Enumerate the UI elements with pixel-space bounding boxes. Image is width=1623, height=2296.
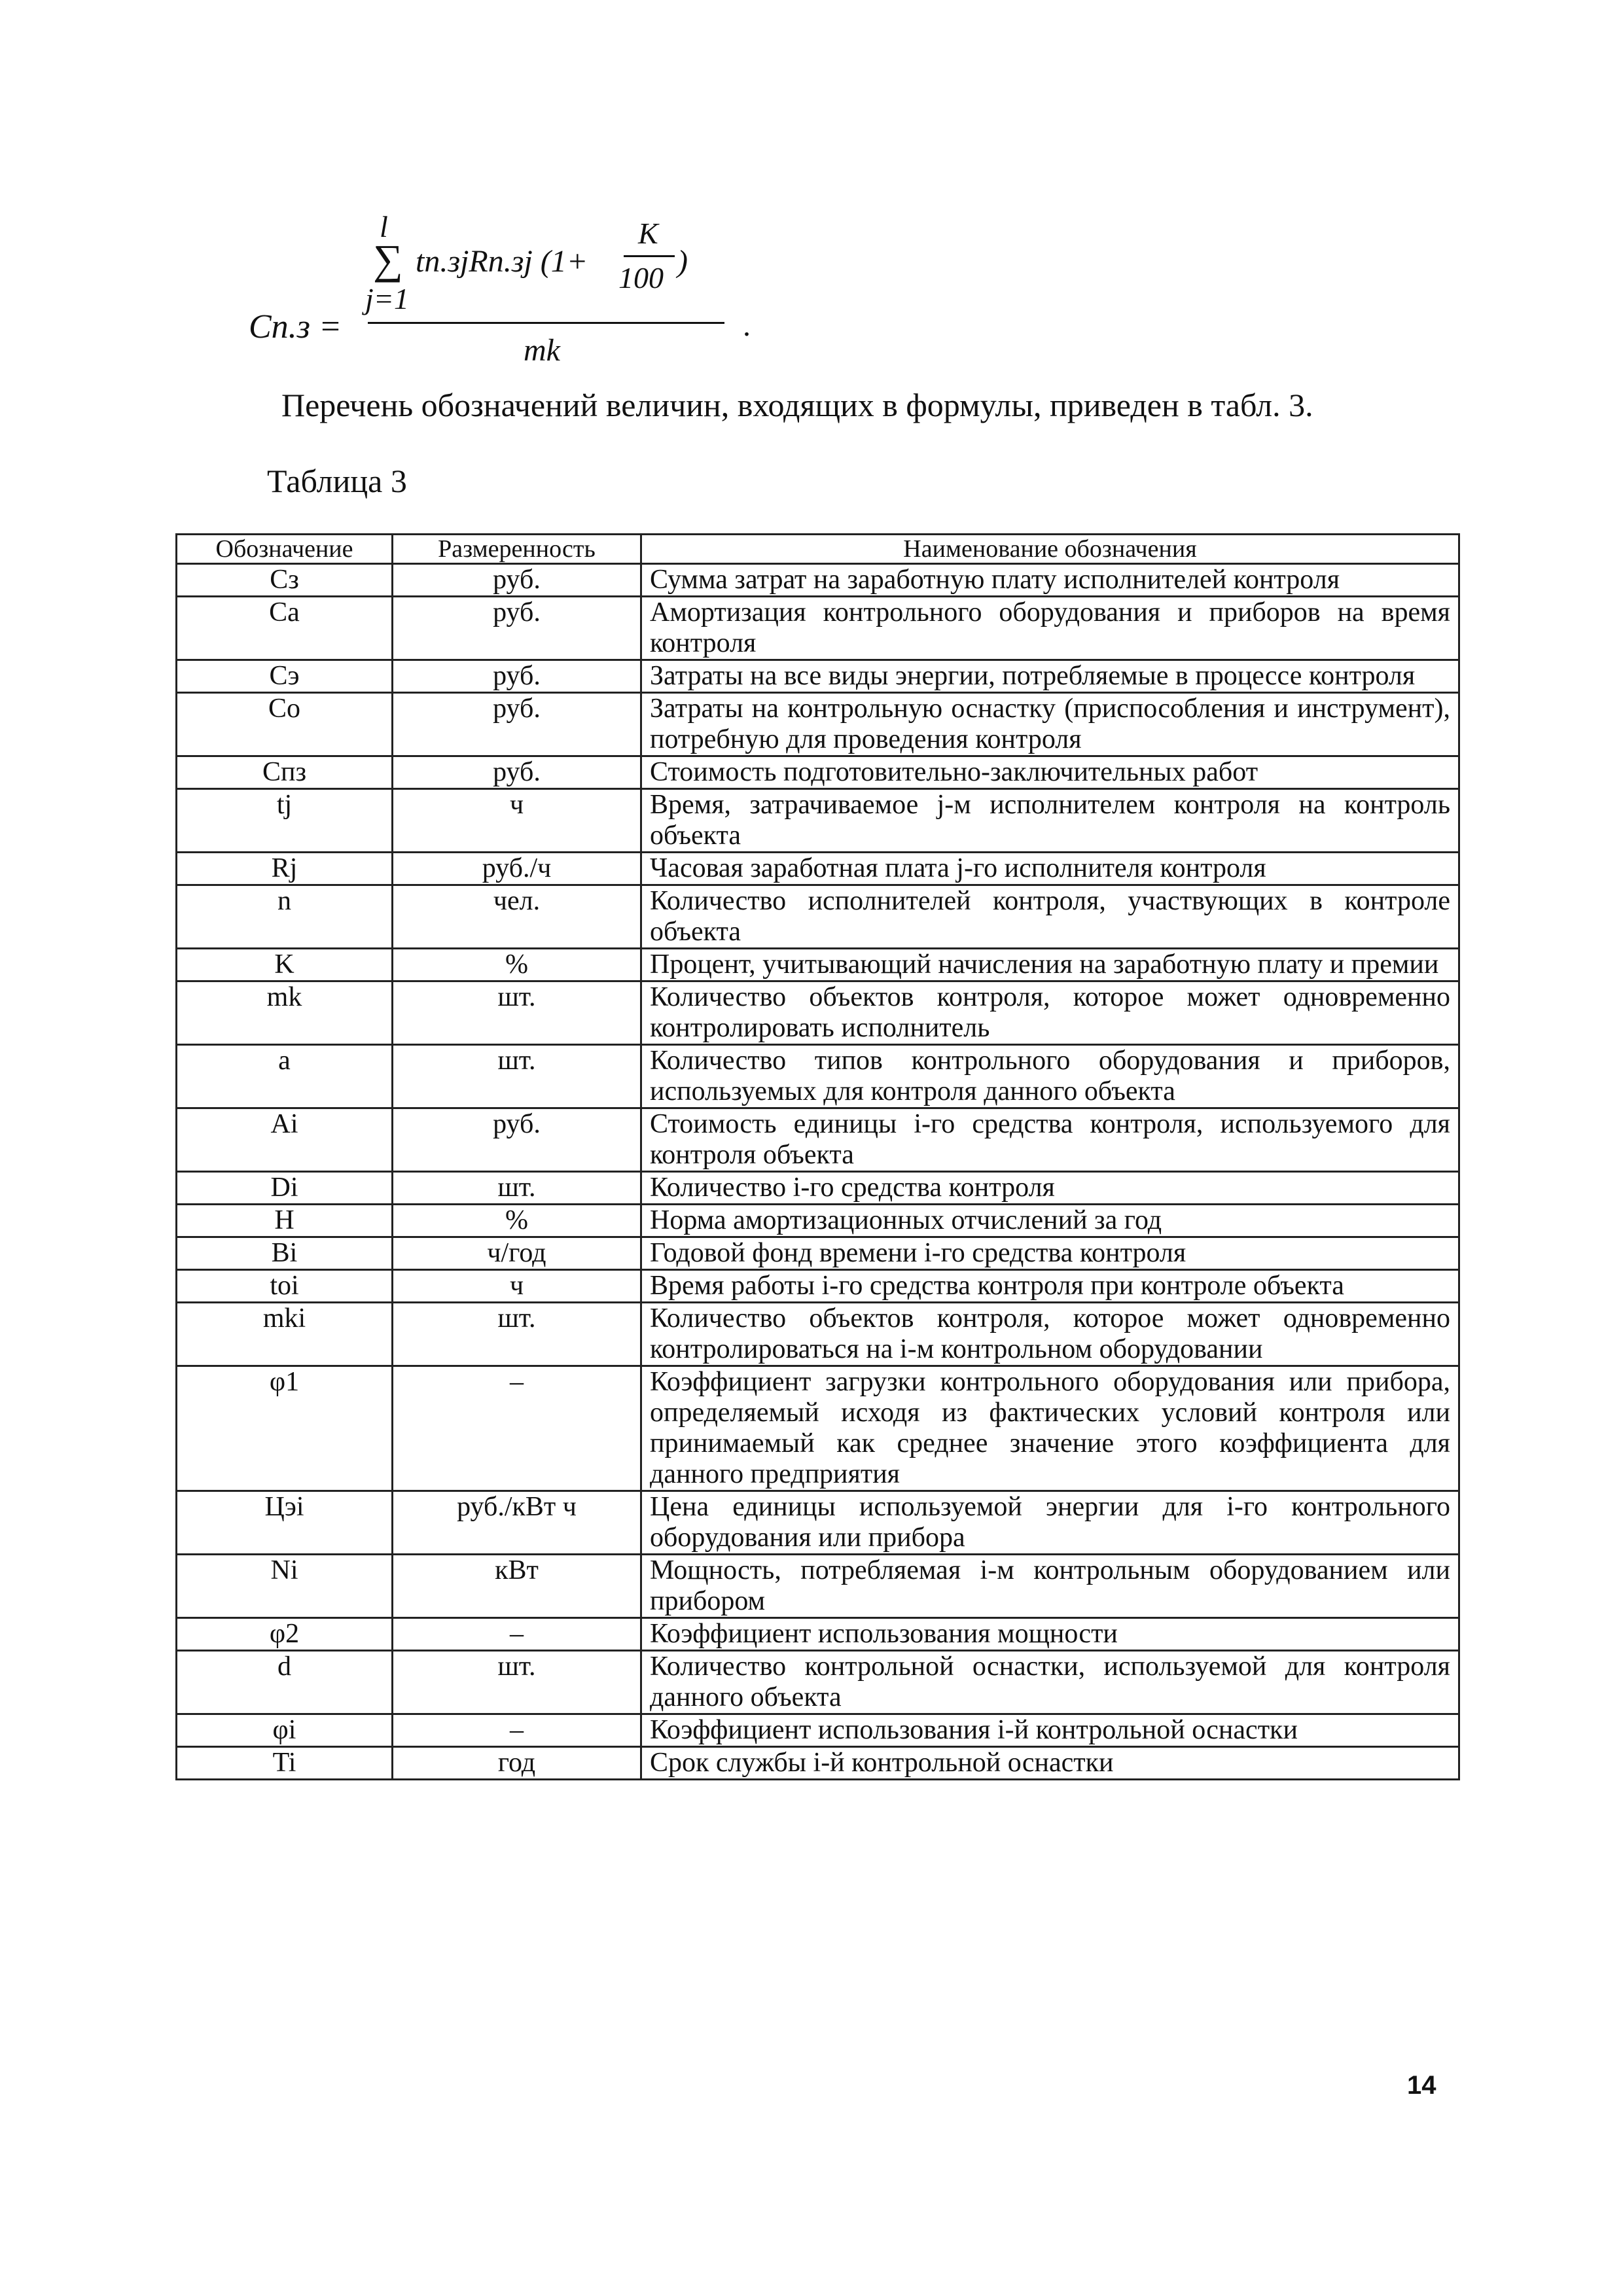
cell-name: Сумма затрат на заработную плату исполнителей контроля [641,564,1459,597]
table-row [177,853,1459,885]
cell-symbol: Cэ [177,660,393,693]
table-row [177,1366,1459,1491]
table-row [177,693,1459,756]
cell-name: Количество i-го средства контроля [641,1172,1459,1205]
cell-unit: % [393,1205,641,1237]
header-name: Наименование обозначения [641,535,1459,564]
table-row [177,1491,1459,1555]
cell-name: Количество исполнителей контроля, участвующих в контроле объекта [641,885,1459,949]
cell-symbol: Cз [177,564,393,597]
table-row [177,1270,1459,1303]
cell-unit: руб. [393,597,641,660]
table-row [177,564,1459,597]
cell-symbol: φ1 [177,1366,393,1491]
cell-symbol: Cо [177,693,393,756]
cell-unit: руб. [393,660,641,693]
table-label: Таблица 3 [267,463,407,499]
formula-summand: tn.зjRn.зj (1+ [416,244,588,279]
cell-name: Цена единицы используемой энергии для i-го контрольного оборудования или прибора [641,1491,1459,1555]
cell-unit: % [393,949,641,981]
cell-name: Часовая заработная плата j-го исполнителя контроля [641,853,1459,885]
cell-name: Срок службы i-й контрольной оснастки [641,1747,1459,1780]
cell-symbol: Цэi [177,1491,393,1555]
table-header-row [177,535,1459,564]
table-row [177,981,1459,1045]
table-row [177,597,1459,660]
cell-name: Амортизация контрольного оборудования и приборов на время контроля [641,597,1459,660]
cell-unit: кВт [393,1555,641,1618]
formula-frac-den: 100 [618,261,664,294]
table-row [177,1045,1459,1108]
cell-symbol: Ai [177,1108,393,1172]
table-row [177,1108,1459,1172]
cell-unit: шт. [393,981,641,1045]
cell-symbol: Cа [177,597,393,660]
cell-symbol: tj [177,789,393,853]
table-row [177,660,1459,693]
table-row [177,885,1459,949]
formula-denominator: mk [524,333,560,368]
cell-name: Коэффициент загрузки контрольного оборудования или прибора, определяемый исходя из фактических условий контроля или принимаемый как среднее значение этого коэффициента для данного предприятия [641,1366,1459,1491]
cell-unit: руб. [393,1108,641,1172]
cell-symbol: mki [177,1303,393,1366]
formula-trailing: . [743,308,751,343]
cell-name: Стоимость подготовительно-заключительных работ [641,756,1459,789]
cell-unit: руб. [393,756,641,789]
table-body [177,564,1459,1780]
cell-name: Коэффициент использования i-й контрольной оснастки [641,1714,1459,1747]
cell-symbol: n [177,885,393,949]
table-row [177,1555,1459,1618]
cell-unit: шт. [393,1303,641,1366]
cell-unit: чел. [393,885,641,949]
cell-name: Количество объектов контроля, которое может одновременно контролироваться на i-м контрольном оборудовании [641,1303,1459,1366]
cell-symbol: Bi [177,1237,393,1270]
cell-name: Время, затрачиваемое j-м исполнителем контроля на контроль объекта [641,789,1459,853]
cell-name: Время работы i-го средства контроля при контроле объекта [641,1270,1459,1303]
cell-unit: ч [393,1270,641,1303]
cell-symbol: Ni [177,1555,393,1618]
formula-sum-lower: j=1 [365,282,409,315]
table-row [177,1618,1459,1651]
cell-symbol: K [177,949,393,981]
formula-inner-bar [624,255,675,257]
formula-close-paren: ) [677,244,688,279]
cell-unit: шт. [393,1651,641,1714]
cell-name: Процент, учитывающий начисления на заработную плату и премии [641,949,1459,981]
cell-name: Количество типов контрольного оборудования и приборов, используемых для контроля данного объекта [641,1045,1459,1108]
formula-frac-num: K [638,217,658,250]
cell-symbol: φi [177,1714,393,1747]
cell-name: Коэффициент использования мощности [641,1618,1459,1651]
formula-sum-upper: l [380,210,388,243]
cost-formula [249,209,751,380]
cell-unit: ч/год [393,1237,641,1270]
cell-symbol: H [177,1205,393,1237]
cell-unit: шт. [393,1172,641,1205]
cell-unit: – [393,1714,641,1747]
table-row [177,1172,1459,1205]
table-row [177,1714,1459,1747]
cell-unit: – [393,1618,641,1651]
cell-symbol: φ2 [177,1618,393,1651]
formula-sum-symbol: ∑ [373,236,403,283]
table-row [177,1205,1459,1237]
cell-symbol: Di [177,1172,393,1205]
cell-unit: год [393,1747,641,1780]
cell-name: Затраты на контрольную оснастку (приспособления и инструмент), потребную для проведения контроля [641,693,1459,756]
table-row [177,1747,1459,1780]
table-row [177,949,1459,981]
formula-lhs: Cn.з = [249,308,342,345]
cell-symbol: Cпз [177,756,393,789]
page-number: 14 [1407,2071,1436,2100]
table-row [177,756,1459,789]
table-row [177,789,1459,853]
cell-unit: ч [393,789,641,853]
cell-symbol: Ti [177,1747,393,1780]
cell-symbol: Rj [177,853,393,885]
cell-name: Норма амортизационных отчислений за год [641,1205,1459,1237]
header-unit: Размеренность [393,535,641,564]
cell-name: Стоимость единицы i-го средства контроля, используемого для контроля объекта [641,1108,1459,1172]
cell-name: Количество контрольной оснастки, используемой для контроля данного объекта [641,1651,1459,1714]
symbols-table [175,533,1460,1780]
cell-symbol: toi [177,1270,393,1303]
table-row [177,1237,1459,1270]
cell-unit: руб./ч [393,853,641,885]
intro-paragraph: Перечень обозначений величин, входящих в формулы, приведен в табл. 3. [281,387,1313,423]
cell-unit: руб. [393,564,641,597]
cell-unit: шт. [393,1045,641,1108]
table-row [177,1651,1459,1714]
cell-name: Количество объектов контроля, которое может одновременно контролировать исполнитель [641,981,1459,1045]
formula-fraction-bar [368,322,724,324]
cell-name: Годовой фонд времени i-го средства контроля [641,1237,1459,1270]
cell-name: Затраты на все виды энергии, потребляемые в процессе контроля [641,660,1459,693]
cell-symbol: a [177,1045,393,1108]
cell-unit: руб./кВт ч [393,1491,641,1555]
table-row [177,1303,1459,1366]
formula-inner-fraction [612,216,684,294]
cell-symbol: d [177,1651,393,1714]
header-symbol: Обозначение [177,535,393,564]
cell-name: Мощность, потребляемая i-м контрольным оборудованием или прибором [641,1555,1459,1618]
cell-symbol: mk [177,981,393,1045]
cell-unit: – [393,1366,641,1491]
cell-unit: руб. [393,693,641,756]
